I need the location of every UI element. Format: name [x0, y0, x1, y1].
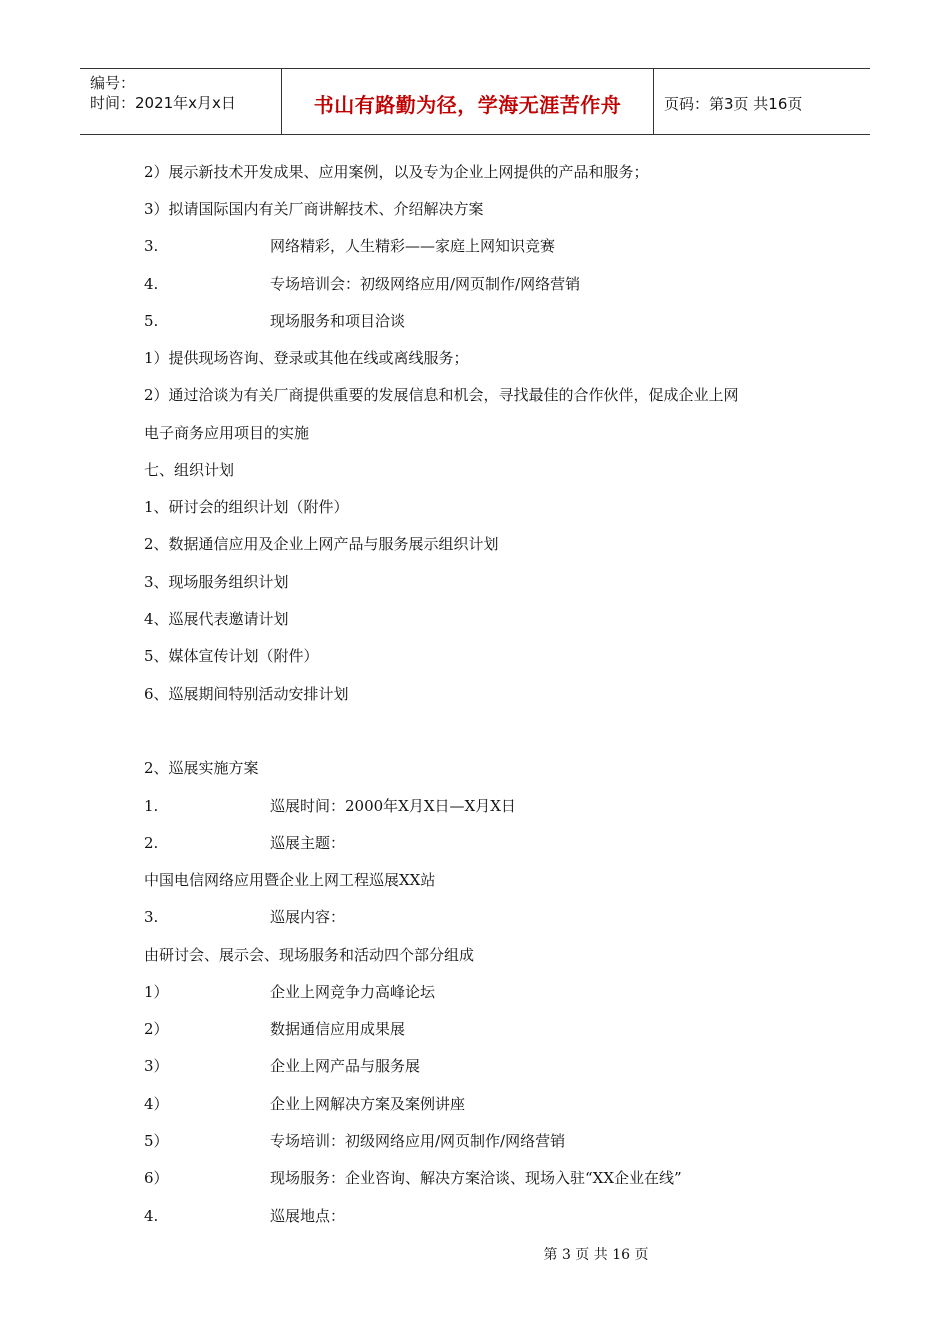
- page-label: 页码：第3页 共16页: [664, 95, 803, 113]
- line-number: 3.: [144, 908, 159, 926]
- line-text: 6、巡展期间特别活动安排计划: [144, 685, 349, 703]
- line-number: 2）: [144, 1020, 169, 1038]
- line-number: 4）: [144, 1095, 169, 1113]
- line-text: 企业上网产品与服务展: [270, 1057, 421, 1075]
- body-line: [144, 906, 345, 928]
- line-number: 3.: [144, 237, 159, 255]
- page-footer: 第 3 页 共 16 页: [543, 1247, 649, 1263]
- line-text: 网络精彩，人生精彩——家庭上网知识竞赛: [270, 237, 556, 255]
- line-text: 2、数据通信应用及企业上网产品与服务展示组织计划: [144, 535, 499, 553]
- body-line: [144, 161, 649, 183]
- body-line: [144, 1093, 465, 1115]
- line-text: 巡展地点：: [270, 1207, 346, 1225]
- body-line: [144, 645, 319, 667]
- line-text: 巡展内容：: [270, 908, 346, 926]
- time-label: 时间：2021年x月x日: [90, 94, 236, 112]
- body-line: [144, 384, 739, 406]
- body-line: [144, 235, 555, 257]
- line-text: 中国电信网络应用暨企业上网工程巡展XX站: [144, 871, 436, 889]
- motto-text: 书山有路勤为径，学海无涯苦作舟: [313, 93, 622, 117]
- line-text: 3、现场服务组织计划: [144, 573, 289, 591]
- body-line: [144, 422, 309, 444]
- line-text: 企业上网竞争力高峰论坛: [270, 983, 436, 1001]
- body-line: [144, 1018, 405, 1040]
- line-text: 巡展主题：: [270, 834, 346, 852]
- line-text: 3）拟请国际国内有关厂商讲解技术、介绍解决方案: [144, 200, 484, 218]
- line-text: 4、巡展代表邀请计划: [144, 610, 289, 628]
- line-number: 5.: [144, 312, 159, 330]
- number-label: 编号：: [90, 74, 136, 92]
- line-text: 电子商务应用项目的实施: [144, 424, 310, 442]
- body-line: [144, 757, 259, 779]
- line-text: 5、媒体宣传计划（附件）: [144, 647, 319, 665]
- line-text: 1）提供现场咨询、登录或其他在线或离线服务；: [144, 349, 469, 367]
- line-text: 数据通信应用成果展: [270, 1020, 406, 1038]
- header-meta: [80, 69, 282, 134]
- body-line: [144, 459, 234, 481]
- line-text: 1、研讨会的组织计划（附件）: [144, 498, 349, 516]
- line-number: 3）: [144, 1057, 169, 1075]
- body-line: [144, 683, 349, 705]
- line-number: 4.: [144, 275, 159, 293]
- line-number: 2.: [144, 834, 159, 852]
- body-line: [144, 1167, 682, 1189]
- line-number: 6）: [144, 1169, 169, 1187]
- body-line: [144, 198, 484, 220]
- line-text: 现场服务：企业咨询、解决方案洽谈、现场入驻“XX企业在线”: [270, 1169, 682, 1187]
- line-text: 现场服务和项目洽谈: [270, 312, 406, 330]
- body-line: [144, 533, 499, 555]
- line-text: 2、巡展实施方案: [144, 759, 259, 777]
- body-line: [144, 944, 474, 966]
- line-text: 七、组织计划: [144, 461, 235, 479]
- line-text: 专场培训：初级网络应用/网页制作/网络营销: [270, 1132, 566, 1150]
- line-number: 4.: [144, 1207, 159, 1225]
- body-line: [144, 347, 469, 369]
- header-page-cell: [654, 69, 870, 134]
- line-text: 专场培训会：初级网络应用/网页制作/网络营销: [270, 275, 581, 293]
- line-text: 企业上网解决方案及案例讲座: [270, 1095, 466, 1113]
- body-line: [144, 496, 349, 518]
- body-line: [144, 981, 435, 1003]
- page-header: [80, 68, 870, 135]
- body-line: [144, 869, 435, 891]
- body-line: [144, 310, 405, 332]
- line-text: 巡展时间：2000年X月X日—X月X日: [270, 797, 516, 815]
- body-line: [144, 1130, 565, 1152]
- line-text: 2）展示新技术开发成果、应用案例，以及专为企业上网提供的产品和服务；: [144, 163, 649, 181]
- body-line: [144, 795, 516, 817]
- line-number: 1.: [144, 797, 159, 815]
- line-text: 由研讨会、展示会、现场服务和活动四个部分组成: [144, 946, 475, 964]
- body-line: [144, 1055, 420, 1077]
- body-line: [144, 608, 289, 630]
- line-text: 2）通过洽谈为有关厂商提供重要的发展信息和机会，寻找最佳的合作伙伴，促成企业上网: [144, 386, 739, 404]
- body-line: [144, 273, 580, 295]
- body-line: [144, 571, 289, 593]
- line-number: 1）: [144, 983, 169, 1001]
- body-line: [144, 832, 345, 854]
- line-number: 5）: [144, 1132, 169, 1150]
- header-motto-cell: [282, 69, 654, 134]
- body-line: [144, 1205, 345, 1227]
